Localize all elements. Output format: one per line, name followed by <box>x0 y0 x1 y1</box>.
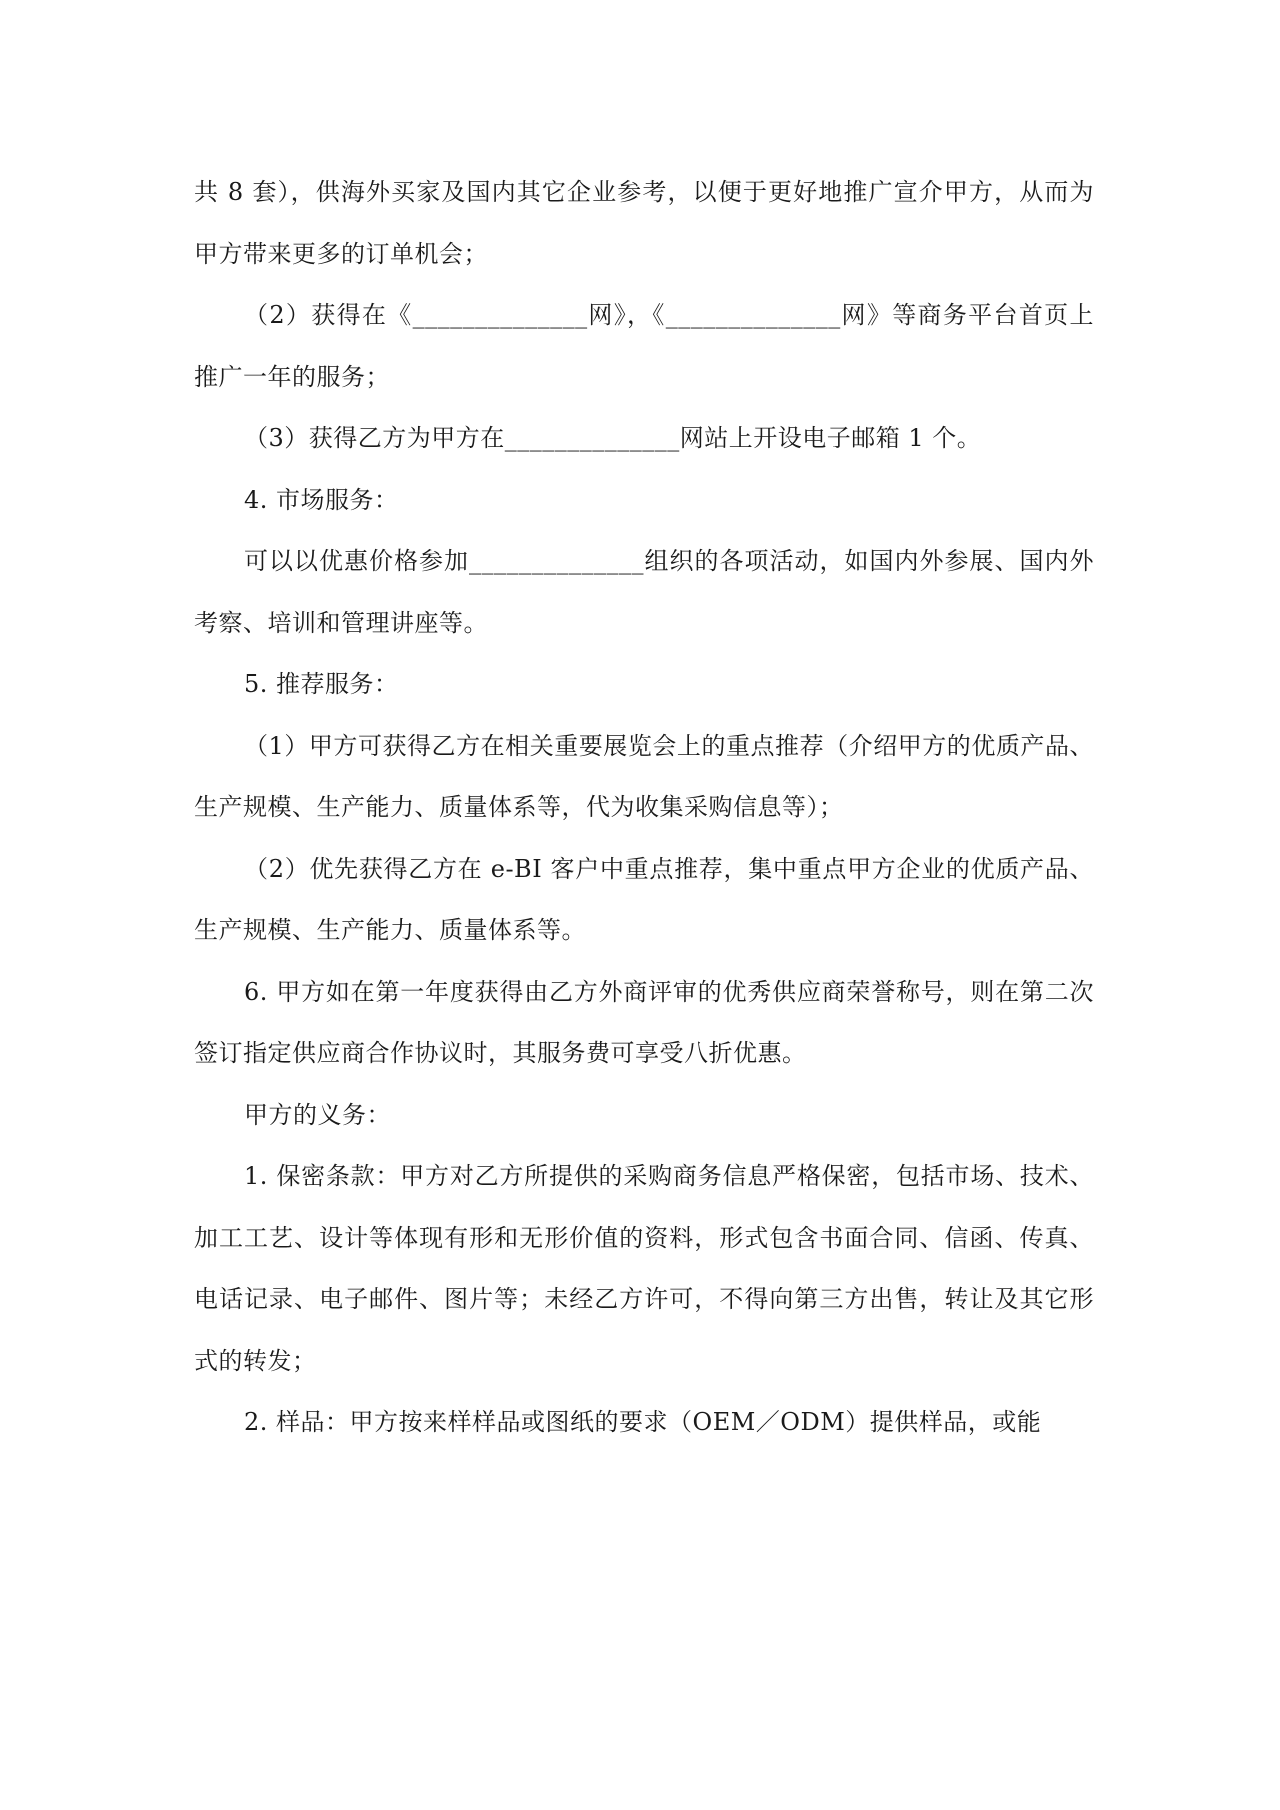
paragraph-recommendation-2: （2）优先获得乙方在 e-BI 客户中重点推荐，集中重点甲方企业的优质产品、生产规模、生产能力、质量体系等。 <box>194 854 1094 944</box>
paragraph-recommendation-1: （1）甲方可获得乙方在相关重要展览会上的重点推荐（介绍甲方的优质产品、生产规模、生产能力、质量体系等，代为收集采购信息等）； <box>194 731 1094 821</box>
paragraph-samples: 2. 样品：甲方按来样样品或图纸的要求（OEM／ODM）提供样品，或能 <box>244 1408 1042 1436</box>
paragraph-continuation: 共 8 套），供海外买家及国内其它企业参考，以便于更好地推广宣介甲方，从而为甲方带来更多的订单机会； <box>194 178 1094 268</box>
section-heading-market-service: 4. 市场服务： <box>244 485 399 514</box>
document-page <box>194 162 1094 1454</box>
section-heading-recommendation-service: 5. 推荐服务： <box>244 670 399 698</box>
paragraph-confidentiality: 1. 保密条款：甲方对乙方所提供的采购商务信息严格保密，包括市场、技术、加工工艺、设计等体现有形和无形价值的资料，形式包含书面合同、信函、传真、电话记录、电子邮件、图片等；未经乙方许可，不得向第三方出售，转让及其它形式的转发； <box>194 1162 1094 1375</box>
paragraph-item-3-email: （3）获得乙方为甲方在______________网站上开设电子邮箱 1 个。 <box>244 424 982 452</box>
paragraph-item-2-platform-promotion: （2）获得在《______________网》，《______________网》等商务平台首页上推广一年的服务； <box>194 301 1094 391</box>
paragraph-market-service: 可以以优惠价格参加______________组织的各项活动，如国内外参展、国内外考察、培训和管理讲座等。 <box>194 547 1094 637</box>
section-heading-party-a-obligations: 甲方的义务： <box>244 1100 391 1129</box>
paragraph-item-6-discount: 6. 甲方如在第一年度获得由乙方外商评审的优秀供应商荣誉称号，则在第二次签订指定供应商合作协议时，其服务费可享受八折优惠。 <box>194 977 1094 1067</box>
